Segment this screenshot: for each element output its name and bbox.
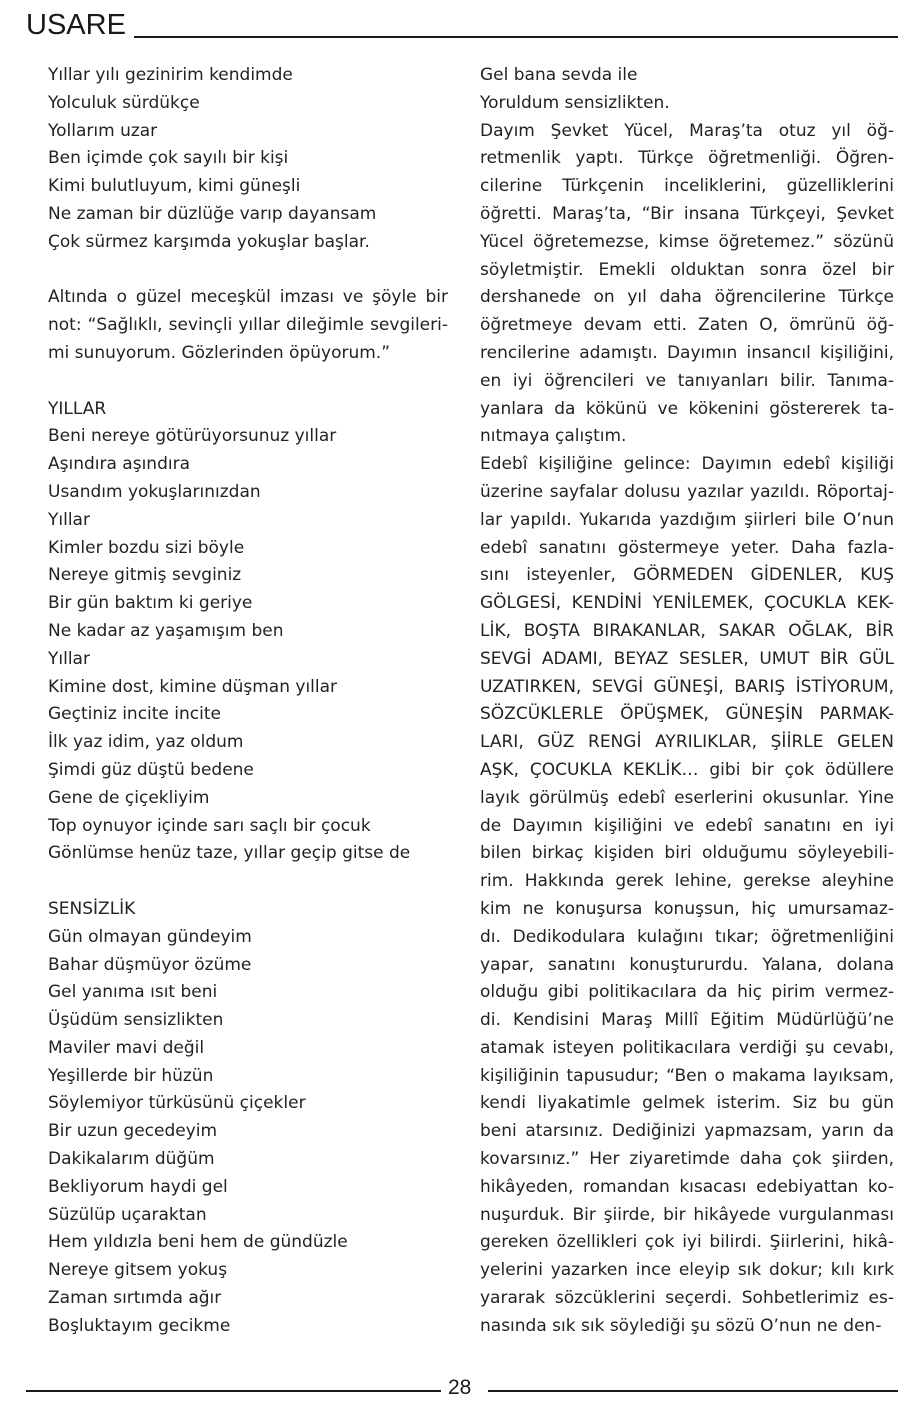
poem-opening (48, 62, 448, 257)
text-line: kendi liyakatimle gelmek isterim. Siz bu gün (480, 1093, 894, 1114)
text-line: mi sunuyorum. Gözlerinden öpüyorum.” (48, 342, 391, 363)
text-line: Gel bana sevda ile (480, 65, 638, 85)
text-line: Boşluktayım gecikme (48, 1315, 231, 1336)
text-line: Altında o güzel meceşkül imzası ve şöyle bir (48, 287, 448, 308)
text-line: Söylemiyor türküsünü çiçekler (48, 1093, 306, 1114)
text-line: SÖZCÜKLERLE ÖPÜŞMEK, GÜNEŞİN PARMAK- (480, 704, 894, 725)
text-line: yapar, sanatını konuştururdu. Yalana, dolana (480, 954, 894, 975)
right-column (480, 62, 894, 1341)
text-line: Ne zaman bir düzlüğe varıp dayansam (48, 203, 377, 224)
text-line: beni atarsınız. Dediğinizi yapmazsam, yarın da (480, 1121, 894, 1142)
text-line: kişiliğinin tapusudur; “Ben o makama layıksam, (480, 1065, 894, 1086)
text-line: di. Kendisini Maraş Millî Eğitim Müdürlüğü’ne (480, 1010, 894, 1031)
text-line: Yollarım uzar (48, 120, 158, 141)
paragraph-teaching (480, 118, 894, 452)
text-line: Hem yıldızla beni hem de gündüzle (48, 1232, 348, 1253)
text-line: Yıllar (48, 509, 90, 530)
text-line: Ne kadar az yaşamışım ben (48, 620, 284, 641)
magazine-title: USARE (26, 9, 126, 41)
text-line: olduğu gibi politikacılara da hiç pirim vermez- (480, 982, 894, 1003)
text-line: lar yapıldı. Yukarıda yazdığım şiirleri bile O’nun (480, 509, 894, 530)
text-line: kim ne konuşursa konuşsun, hiç umursamaz- (480, 898, 894, 919)
text-line: Yoruldum sensizlikten. (480, 92, 670, 113)
text-line: Aşındıra aşındıra (48, 454, 191, 475)
text-line: Yıllar (48, 648, 90, 669)
page-number: 28 (448, 1376, 472, 1399)
text-line: kovarsınız.” Her ziyaretimde daha çok şiirden, (480, 1149, 894, 1170)
text-line: Kimi bulutluyum, kimi güneşli (48, 176, 301, 197)
text-line: Kimler bozdu sizi böyle (48, 537, 245, 558)
text-line: bilen birkaç kişiden biri olduğumu söyleyebili- (480, 843, 894, 864)
text-line: Yücel öğretemezse, kimse öğretemez.” sözünü (480, 231, 894, 252)
text-line: İlk yaz idim, yaz oldum (48, 732, 244, 753)
text-line: Dakikalarım düğüm (48, 1149, 215, 1170)
text-line: Ben içimde çok sayılı bir kişi (48, 148, 289, 169)
text-line: söyletmiştir. Emekli olduktan sonra özel bir (480, 259, 894, 280)
text-line: Zaman sırtımda ağır (48, 1288, 222, 1309)
text-line: Gel yanıma ısıt beni (48, 982, 218, 1003)
text-line: Maviler mavi değil (48, 1037, 205, 1058)
text-line: nasında sık sık söylediği şu sözü O’nun ne den- (480, 1315, 882, 1336)
text-line: Dayım Şevket Yücel, Maraş’ta otuz yıl öğ- (480, 120, 894, 141)
poem-yillar (48, 423, 448, 868)
text-line: nuşurduk. Bir şiirde, bir hikâyede vurgulanması (480, 1204, 894, 1225)
text-line: LİK, BOŞTA BIRAKANLAR, SAKAR OĞLAK, BİR (480, 620, 894, 641)
footer-rule-left (26, 1390, 441, 1392)
text-line: nıtmaya çalıştım. (480, 426, 627, 447)
text-line: Nereye gitmiş sevginiz (48, 565, 242, 586)
text-line: rim. Hakkında gerek lehine, gerekse aleyhine (480, 871, 894, 892)
text-line: Bir gün baktım ki geriye (48, 593, 253, 614)
text-line: Bekliyorum haydi gel (48, 1176, 228, 1197)
text-line: üzerine sayfalar dolusu yazılar yazıldı. Röportaj- (480, 481, 894, 502)
page-footer (26, 1372, 898, 1402)
poem-title-yillar: YILLAR (48, 398, 107, 419)
paragraph-literary-personality (480, 451, 894, 1341)
text-line: Edebî kişiliğine gelince: Dayımın edebî kişiliği (480, 454, 894, 475)
text-line: Gönlümse henüz taze, yıllar geçip gitse de (48, 843, 411, 864)
text-line: Gene de çiçekliyim (48, 787, 210, 808)
text-line: Yeşillerde bir hüzün (48, 1065, 214, 1086)
text-line: SEVGİ ADAMI, BEYAZ SESLER, UMUT BİR GÜL (480, 648, 894, 669)
text-line: GÖLGESİ, KENDİNİ YENİLEMEK, ÇOCUKLA KEK- (480, 593, 894, 614)
text-line: Top oynuyor içinde sarı saçlı bir çocuk (48, 815, 371, 836)
footer-rule-right (488, 1390, 898, 1392)
signature-note (48, 284, 448, 367)
text-line: atamak isteyen politikacılara verdiği şu cevabı, (480, 1037, 894, 1058)
text-line: Yıllar yılı gezinirim kendimde (48, 65, 293, 85)
text-line: Üşüdüm sensizlikten (48, 1010, 224, 1031)
text-line: Yolculuk sürdükçe (48, 92, 200, 113)
text-line: Beni nereye götürüyorsunuz yıllar (48, 426, 337, 447)
text-line: Nereye gitsem yokuş (48, 1260, 228, 1281)
text-line: dershanede on yıl daha öğrencilerine Türkçe (480, 287, 894, 308)
text-line: dı. Dedikodulara kulağını tıkar; öğretmenliğini (480, 926, 894, 947)
text-line: öğretti. Maraş’ta, “Bir insana Türkçeyi, Şevket (480, 203, 894, 224)
poem-title-sensizlik: SENSİZLİK (48, 898, 136, 919)
left-column (48, 62, 448, 1341)
text-line: Usandım yokuşlarınızdan (48, 481, 261, 502)
text-line: Geçtiniz incite incite (48, 704, 221, 725)
header-rule (134, 36, 898, 38)
text-line: yanlara da kökünü ve kökenini göstererek ta- (480, 398, 894, 419)
text-line: UZATIRKEN, SEVGİ GÜNEŞİ, BARIŞ İSTİYORUM, (480, 676, 894, 697)
text-line: gereken özellikleri çok iyi bilirdi. Şiirlerini, hikâ- (480, 1232, 894, 1253)
poem-sensizlik (48, 924, 448, 1341)
text-line: Çok sürmez karşımda yokuşlar başlar. (48, 231, 370, 252)
text-line: yelerini yazarken ince eleyip sık dokur; kılı kırk (480, 1260, 894, 1281)
text-line: de Dayımın kişiliğini ve edebî sanatını en iyi (480, 815, 894, 836)
text-line: Kimine dost, kimine düşman yıllar (48, 676, 338, 697)
text-line: Bir uzun gecedeyim (48, 1121, 218, 1142)
text-line: LARI, GÜZ RENGİ AYRILIKLAR, ŞİİRLE GELEN (480, 732, 894, 753)
text-line: yararak sözcüklerini seçerdi. Sohbetlerimiz es- (480, 1288, 894, 1309)
text-line: Gün olmayan gündeyim (48, 926, 252, 947)
text-line: öğretmeye devam etti. Zaten O, ömrünü öğ- (480, 315, 894, 336)
text-line: en iyi öğrencileri ve tanıyanları bilir. Tanıma- (480, 370, 894, 391)
text-line: edebî sanatını göstermeye yeter. Daha fazla- (480, 537, 894, 558)
text-line: Süzülüp uçaraktan (48, 1204, 207, 1225)
text-line: cilerine Türkçenin inceliklerini, güzelliklerini (480, 176, 894, 197)
text-line: Bahar düşmüyor özüme (48, 954, 252, 975)
text-line: retmenlik yaptı. Türkçe öğretmenliği. Öğren- (480, 148, 894, 169)
poem-sensizlik-end (480, 62, 894, 118)
text-line: Şimdi güz düştü bedene (48, 759, 254, 780)
text-line: AŞK, ÇOCUKLA KEKLİK… gibi bir çok ödüllere (480, 759, 894, 780)
text-line: hikâyeden, romandan kısacası edebiyattan ko- (480, 1176, 894, 1197)
text-line: rencilerine adamıştı. Dayımın insancıl kişiliğini, (480, 342, 894, 363)
text-line: not: “Sağlıklı, sevinçli yıllar dileğimle sevgileri- (48, 315, 448, 336)
text-line: sını isteyenler, GÖRMEDEN GİDENLER, KUŞ (480, 565, 894, 586)
page-header (26, 8, 898, 42)
text-line: layık görülmüş edebî eserlerini okusunlar. Yine (480, 787, 894, 808)
